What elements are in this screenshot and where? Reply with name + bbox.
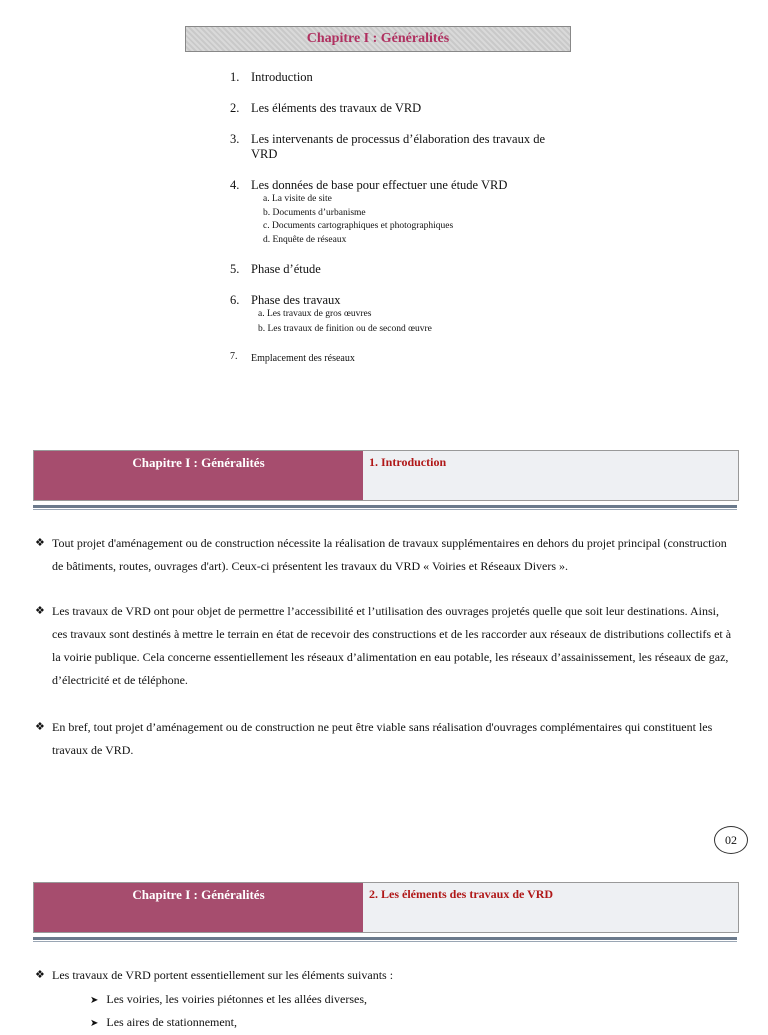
toc-number: 2. bbox=[230, 101, 240, 115]
list-item-text: Les aires de stationnement, bbox=[106, 1015, 238, 1029]
paragraph-text: Les travaux de VRD portent essentiellement sur les éléments suivants : bbox=[52, 968, 394, 982]
section-header-elements bbox=[33, 882, 739, 933]
section-header-introduction bbox=[33, 450, 739, 501]
diamond-bullet-icon: ❖ bbox=[35, 605, 45, 617]
toc-number: 7. bbox=[230, 351, 238, 362]
toc-subitem: c. Documents cartographiques et photographiques bbox=[263, 221, 454, 231]
divider bbox=[33, 937, 737, 940]
toc-label: Les intervenants de processus d’élaboration des travaux de VRD bbox=[251, 132, 545, 161]
header-chapter-label: Chapitre I : Généralités bbox=[34, 451, 363, 500]
toc-number: 4. bbox=[230, 178, 240, 192]
toc-subitem: a. Les travaux de gros œuvres bbox=[258, 309, 372, 319]
diamond-bullet-icon: ❖ bbox=[35, 969, 45, 981]
divider bbox=[33, 941, 737, 942]
toc-number: 6. bbox=[230, 293, 240, 307]
toc-label: Emplacement des réseaux bbox=[251, 353, 355, 364]
list-item bbox=[90, 988, 367, 1012]
header-section-title: 1. Introduction bbox=[363, 451, 738, 500]
toc-subitem: a. La visite de site bbox=[263, 194, 332, 204]
header-section-title: 2. Les éléments des travaux de VRD bbox=[363, 883, 738, 932]
paragraph-text: Tout projet d'aménagement ou de construction nécessite la réalisation de travaux supplémentaires en dehors du projet principal (construction de bâtiments, routes, ouvrages d'art). Ceux-ci présentent les travaux du VRD « Voiries et Réseaux Divers ». bbox=[52, 536, 727, 573]
toc-label: Phase d’étude bbox=[251, 262, 321, 276]
toc-label: Phase des travaux bbox=[251, 293, 341, 307]
list-item bbox=[90, 1011, 237, 1035]
paragraph-text: Les travaux de VRD ont pour objet de permettre l’accessibilité et l’utilisation des ouvrages projetés quelle que soit leur destinations. Ainsi, ces travaux sont destinés à mettre le terrain en état de recevoir des constructions et de les raccorder aux réseaux de distributions collectifs et à la voirie publique. Cela concerne essentiellement les réseaux d’alimentation en eau potable, les réseaux d’assainissement, les réseaux de gaz, d’électricité et de téléphone. bbox=[52, 604, 732, 687]
chapter-title: Chapitre I : Généralités bbox=[185, 26, 571, 52]
toc-label: Les éléments des travaux de VRD bbox=[251, 101, 422, 115]
toc-subitem: b. Documents d’urbanisme bbox=[263, 208, 366, 218]
header-chapter-label: Chapitre I : Généralités bbox=[34, 883, 363, 932]
toc-subitem: b. Les travaux de finition ou de second œuvre bbox=[258, 324, 432, 334]
toc-label: Introduction bbox=[251, 70, 313, 84]
toc-number: 1. bbox=[230, 70, 240, 84]
arrow-bullet-icon: ➤ bbox=[90, 1018, 99, 1029]
paragraph-text: En bref, tout projet d’aménagement ou de construction ne peut être viable sans réalisation d'ouvrages complémentaires qui constituent les travaux de VRD. bbox=[52, 720, 713, 757]
list-item-text: Les voiries, les voiries piétonnes et les allées diverses, bbox=[106, 992, 367, 1006]
arrow-bullet-icon: ➤ bbox=[90, 995, 99, 1006]
divider bbox=[33, 509, 737, 510]
divider bbox=[33, 505, 737, 508]
toc-number: 5. bbox=[230, 262, 240, 276]
diamond-bullet-icon: ❖ bbox=[35, 721, 45, 733]
diamond-bullet-icon: ❖ bbox=[35, 537, 45, 549]
page-number: 02 bbox=[714, 826, 748, 854]
toc-number: 3. bbox=[230, 132, 240, 146]
toc-subitem: d. Enquête de réseaux bbox=[263, 235, 347, 245]
toc-label: Les données de base pour effectuer une étude VRD bbox=[251, 178, 508, 192]
